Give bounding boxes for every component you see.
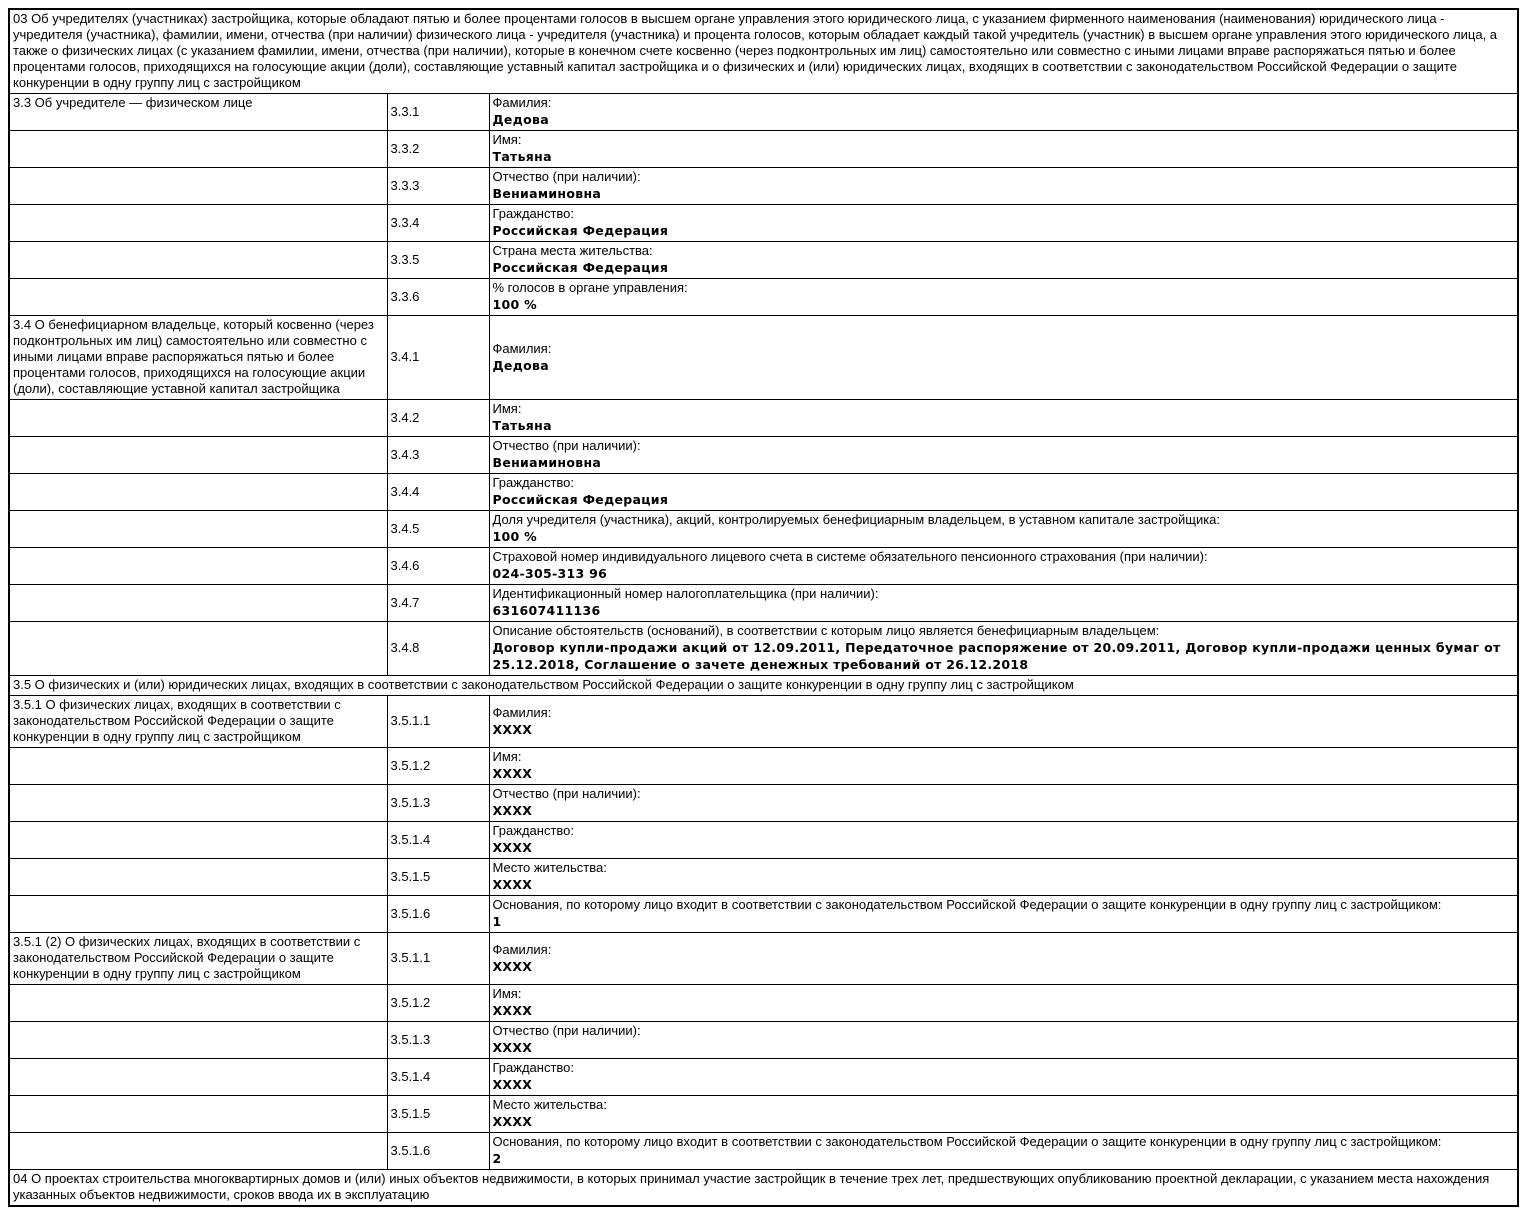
field-value: XXXX xyxy=(492,1077,533,1092)
field-label: Отчество (при наличии): xyxy=(492,1023,641,1038)
row-value-cell xyxy=(489,511,1518,548)
section-header-row xyxy=(9,676,1518,696)
field-value: 100 % xyxy=(492,297,537,312)
row-value-cell xyxy=(489,316,1518,400)
row-number-cell: 3.3.6 xyxy=(387,279,489,316)
row-value-cell xyxy=(489,131,1518,168)
row-number-cell: 3.4.2 xyxy=(387,400,489,437)
row-number-cell: 3.4.3 xyxy=(387,437,489,474)
field-value: Татьяна xyxy=(492,149,552,164)
group-label-empty-cell xyxy=(9,1022,387,1059)
field-label: Место жительства: xyxy=(492,860,607,875)
row-number-cell: 3.3.5 xyxy=(387,242,489,279)
group-label-empty-cell xyxy=(9,437,387,474)
row-value-cell xyxy=(489,548,1518,585)
table-row xyxy=(9,622,1518,676)
table-row xyxy=(9,933,1518,985)
field-value: XXXX xyxy=(492,1114,533,1129)
row-value-cell xyxy=(489,622,1518,676)
table-row xyxy=(9,785,1518,822)
table-row xyxy=(9,1096,1518,1133)
table-row xyxy=(9,205,1518,242)
table-row xyxy=(9,1133,1518,1170)
group-label-empty-cell xyxy=(9,131,387,168)
row-number-cell: 3.3.2 xyxy=(387,131,489,168)
field-label: Гражданство: xyxy=(492,475,575,490)
field-label: Гражданство: xyxy=(492,823,575,838)
field-label: Имя: xyxy=(492,749,522,764)
row-value-cell xyxy=(489,1059,1518,1096)
group-label-empty-cell xyxy=(9,511,387,548)
table-row xyxy=(9,896,1518,933)
table-row xyxy=(9,1022,1518,1059)
group-label-empty-cell xyxy=(9,622,387,676)
field-label: Гражданство: xyxy=(492,206,575,221)
table-row xyxy=(9,168,1518,205)
section-04-header: 04 О проектах строительства многоквартирных домов и (или) иных объектов недвижимости, в которых принимал участие застройщик в течение трех лет, предшествующих опубликованию проектной декларации, с указанием места нахождения указанных объектов недвижимости, сроков ввода их в эксплуатацию xyxy=(9,1170,1518,1207)
field-value: XXXX xyxy=(492,1040,533,1055)
field-value: Российская Федерация xyxy=(492,223,669,238)
row-value-cell xyxy=(489,896,1518,933)
field-value: Вениаминовна xyxy=(492,455,602,470)
field-value: Вениаминовна xyxy=(492,186,602,201)
row-number-cell: 3.5.1.6 xyxy=(387,896,489,933)
table-row xyxy=(9,474,1518,511)
field-value: XXXX xyxy=(492,877,533,892)
table-row xyxy=(9,985,1518,1022)
row-value-cell xyxy=(489,168,1518,205)
field-label: Доля учредителя (участника), акций, контролируемых бенефициарным владельцем, в уставном капитале застройщика: xyxy=(492,512,1221,527)
section-03-header: 03 Об учредителях (участниках) застройщика, которые обладают пятью и более процентами голосов в высшем органе управления этого юридического лица, с указанием фирменного наименования (наименования) юридического лица - учредителя (участника), фамилии, имени, отчества (при наличии) физического лица - учредителя (участника) и процента голосов, которым обладает каждый такой учредитель (участник) в высшем органе управления этого юридического лица, а также о физических лицах (с указанием фамилии, имени, отчества (при наличии), которые в конечном счете косвенно (через подконтрольных им лиц) самостоятельно или совместно с иными лицами вправе распоряжаться пятью и более процентами голосов, приходящихся на голосующие акции (доли), составляющие уставный капитал застройщика и о физических и (или) юридических лицах, входящих в соответствии с законодательством Российской Федерации о защите конкуренции в одну группу лиц с застройщиком xyxy=(9,9,1518,94)
table-row xyxy=(9,859,1518,896)
row-number-cell: 3.5.1.5 xyxy=(387,1096,489,1133)
group-label-empty-cell xyxy=(9,279,387,316)
field-label: Идентификационный номер налогоплательщика (при наличии): xyxy=(492,586,879,601)
field-value: Российская Федерация xyxy=(492,492,669,507)
field-label: Основания, по которому лицо входит в соответствии с законодательством Российской Федерации о защите конкуренции в одну группу лиц с застройщиком: xyxy=(492,897,1442,912)
group-label-empty-cell xyxy=(9,1133,387,1170)
row-value-cell xyxy=(489,933,1518,985)
row-value-cell xyxy=(489,859,1518,896)
row-number-cell: 3.3.3 xyxy=(387,168,489,205)
group-label-cell: 3.5.1 (2) О физических лицах, входящих в соответствии с законодательством Российской Федерации о защите конкуренции в одну группу лиц с застройщиком xyxy=(9,933,387,985)
row-number-cell: 3.5.1.5 xyxy=(387,859,489,896)
section-35-header: 3.5 О физических и (или) юридических лицах, входящих в соответствии с законодательством Российской Федерации о защите конкуренции в одну группу лиц с застройщиком xyxy=(9,676,1518,696)
section-header-row xyxy=(9,1170,1518,1207)
field-label: Отчество (при наличии): xyxy=(492,438,641,453)
field-value: Татьяна xyxy=(492,418,552,433)
field-value: Дедова xyxy=(492,357,549,373)
field-value: 024-305-313 96 xyxy=(492,566,608,581)
table-row xyxy=(9,585,1518,622)
table-row xyxy=(9,748,1518,785)
field-label: Фамилия: xyxy=(492,704,552,720)
group-label-empty-cell xyxy=(9,205,387,242)
row-value-cell xyxy=(489,400,1518,437)
row-value-cell xyxy=(489,279,1518,316)
row-number-cell: 3.4.6 xyxy=(387,548,489,585)
table-row xyxy=(9,316,1518,400)
row-value-cell xyxy=(489,985,1518,1022)
field-value: Российская Федерация xyxy=(492,260,669,275)
row-number-cell: 3.5.1.6 xyxy=(387,1133,489,1170)
field-value: XXXX xyxy=(492,803,533,818)
row-value-cell xyxy=(489,748,1518,785)
group-label-cell: 3.5.1 О физических лицах, входящих в соответствии с законодательством Российской Федерации о защите конкуренции в одну группу лиц с застройщиком xyxy=(9,696,387,748)
group-label-empty-cell xyxy=(9,896,387,933)
group-label-empty-cell xyxy=(9,748,387,785)
row-value-cell xyxy=(489,474,1518,511)
row-number-cell: 3.5.1.3 xyxy=(387,1022,489,1059)
field-label: Отчество (при наличии): xyxy=(492,169,641,184)
row-number-cell: 3.5.1.2 xyxy=(387,748,489,785)
table-row xyxy=(9,242,1518,279)
row-value-cell xyxy=(489,1133,1518,1170)
field-value: 631607411136 xyxy=(492,603,601,618)
field-value: XXXX xyxy=(492,1003,533,1018)
row-number-cell: 3.4.4 xyxy=(387,474,489,511)
row-value-cell xyxy=(489,94,1518,131)
row-value-cell xyxy=(489,1096,1518,1133)
row-number-cell: 3.5.1.1 xyxy=(387,933,489,985)
table-row xyxy=(9,131,1518,168)
row-number-cell: 3.4.1 xyxy=(387,316,489,400)
row-value-cell xyxy=(489,785,1518,822)
group-label-empty-cell xyxy=(9,859,387,896)
field-label: Описание обстоятельств (оснований), в соответствии с которым лицо является бенефициарным владельцем: xyxy=(492,623,1160,638)
row-number-cell: 3.5.1.4 xyxy=(387,822,489,859)
group-label-empty-cell xyxy=(9,548,387,585)
table-row xyxy=(9,1059,1518,1096)
section-header-row xyxy=(9,9,1518,94)
field-label: Фамилия: xyxy=(492,340,552,356)
declaration-table-body xyxy=(9,9,1518,1206)
table-row xyxy=(9,400,1518,437)
row-number-cell: 3.4.8 xyxy=(387,622,489,676)
field-label: Гражданство: xyxy=(492,1060,575,1075)
group-label-empty-cell xyxy=(9,168,387,205)
row-number-cell: 3.4.5 xyxy=(387,511,489,548)
row-value-cell xyxy=(489,437,1518,474)
field-label: Основания, по которому лицо входит в соответствии с законодательством Российской Федерации о защите конкуренции в одну группу лиц с застройщиком: xyxy=(492,1134,1442,1149)
table-row xyxy=(9,696,1518,748)
field-label: Имя: xyxy=(492,132,522,147)
row-value-cell xyxy=(489,1022,1518,1059)
field-value: 2 xyxy=(492,1151,502,1166)
field-label: Имя: xyxy=(492,401,522,416)
group-label-empty-cell xyxy=(9,400,387,437)
field-label: Страховой номер индивидуального лицевого счета в системе обязательного пенсионного страхования (при наличии): xyxy=(492,549,1208,564)
group-label-empty-cell xyxy=(9,985,387,1022)
row-number-cell: 3.3.1 xyxy=(387,94,489,131)
field-label: Страна места жительства: xyxy=(492,243,653,258)
table-row xyxy=(9,437,1518,474)
field-label: % голосов в органе управления: xyxy=(492,280,688,295)
field-value: XXXX xyxy=(492,721,533,737)
row-value-cell xyxy=(489,242,1518,279)
field-value: XXXX xyxy=(492,840,533,855)
field-value: 100 % xyxy=(492,529,537,544)
row-number-cell: 3.5.1.2 xyxy=(387,985,489,1022)
row-number-cell: 3.3.4 xyxy=(387,205,489,242)
group-label-cell: 3.3 Об учредителе — физическом лице xyxy=(9,94,387,131)
row-value-cell xyxy=(489,696,1518,748)
table-row xyxy=(9,279,1518,316)
field-label: Фамилия: xyxy=(492,95,552,110)
row-number-cell: 3.5.1.4 xyxy=(387,1059,489,1096)
field-label: Имя: xyxy=(492,986,522,1001)
row-value-cell xyxy=(489,205,1518,242)
table-row xyxy=(9,511,1518,548)
table-row xyxy=(9,94,1518,131)
group-label-empty-cell xyxy=(9,474,387,511)
field-label: Фамилия: xyxy=(492,941,552,957)
group-label-empty-cell xyxy=(9,1096,387,1133)
group-label-empty-cell xyxy=(9,585,387,622)
row-number-cell: 3.5.1.1 xyxy=(387,696,489,748)
row-value-cell xyxy=(489,585,1518,622)
table-row xyxy=(9,822,1518,859)
group-label-empty-cell xyxy=(9,1059,387,1096)
field-label: Место жительства: xyxy=(492,1097,607,1112)
row-number-cell: 3.4.7 xyxy=(387,585,489,622)
field-value: XXXX xyxy=(492,766,533,781)
group-label-cell: 3.4 О бенефициарном владельце, который косвенно (через подконтрольных им лиц) самостоятельно или совместно с иными лицами вправе распоряжаться пятью и более процентами голосов, приходящихся на голосующие акции (доли), составляющие уставной капитал застройщика xyxy=(9,316,387,400)
table-row xyxy=(9,548,1518,585)
declaration-table xyxy=(8,8,1519,1207)
group-label-empty-cell xyxy=(9,822,387,859)
group-label-empty-cell xyxy=(9,785,387,822)
row-value-cell xyxy=(489,822,1518,859)
field-value: XXXX xyxy=(492,958,533,974)
field-value: Договор купли-продажи акций от 12.09.2011, Передаточное распоряжение от 20.09.2011, Договор купли-продажи ценных бумаг от 25.12.2018, Соглашение о зачете денежных требований от 26.12.2018 xyxy=(492,640,1501,672)
field-label: Отчество (при наличии): xyxy=(492,786,641,801)
row-number-cell: 3.5.1.3 xyxy=(387,785,489,822)
group-label-empty-cell xyxy=(9,242,387,279)
field-value: Дедова xyxy=(492,112,549,127)
field-value: 1 xyxy=(492,914,502,929)
